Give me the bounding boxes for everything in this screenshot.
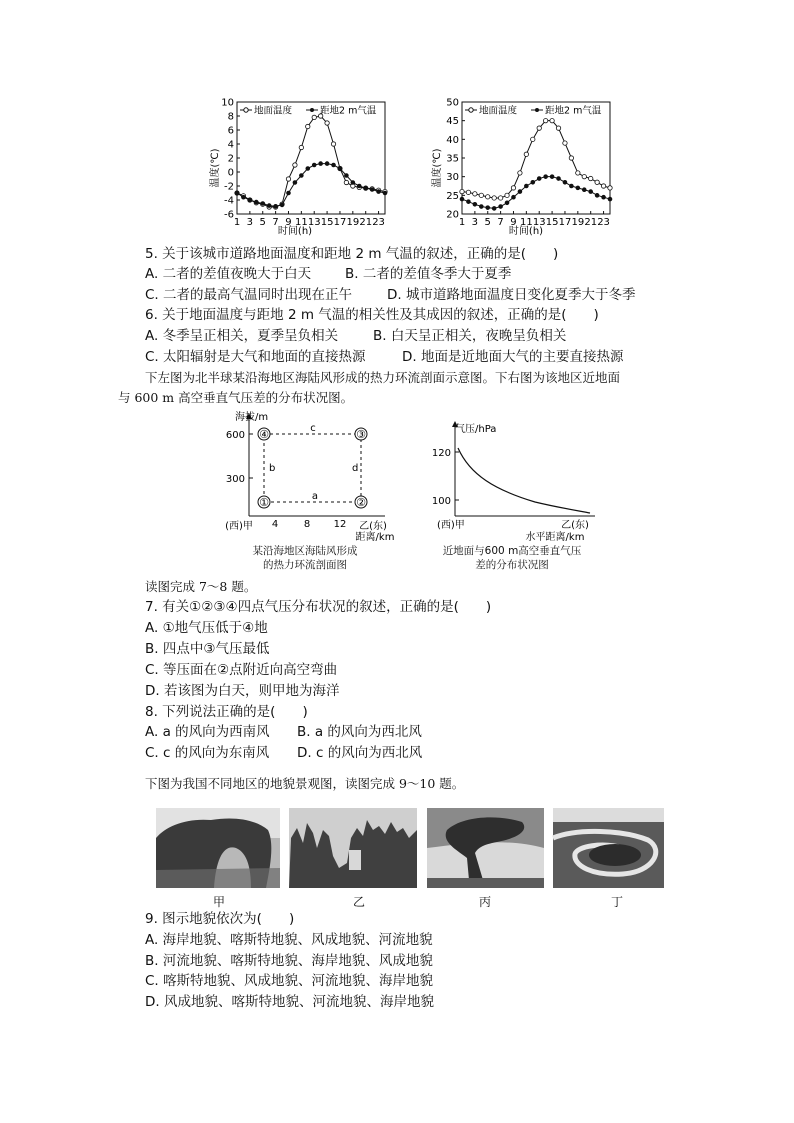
left-chart-ylabel: 温度(℃): [210, 148, 221, 188]
right-chart-point: [486, 195, 490, 199]
pres-caption-1: 近地面与600 m高空垂直气压: [442, 545, 582, 557]
question-7-option-d: D. 若该图为白天，则甲地为海洋: [145, 683, 340, 699]
left-chart-point: [325, 162, 329, 166]
pres-x-origin: (西)甲: [437, 520, 465, 531]
left-chart-xtick: 13: [307, 217, 321, 228]
left-temp-chart: [205, 96, 395, 246]
right-chart-legend-marker-ground: [469, 108, 473, 112]
question-6-option-d: D. 地面是近地面大气的主要直接热源: [402, 349, 624, 365]
left-chart-xtick: 19: [346, 217, 360, 228]
right-chart-point: [556, 126, 560, 130]
right-chart-point: [512, 195, 516, 199]
right-chart-xtick: 13: [532, 217, 546, 228]
left-chart-series-air: [237, 164, 385, 207]
left-chart-xtick: 9: [285, 217, 292, 228]
point-1: ①: [259, 496, 269, 509]
left-chart-legend-air: 距地2 m气温: [320, 105, 377, 117]
question-8-option-a: A. a 的风向为西南风: [145, 724, 270, 740]
right-chart-point: [537, 177, 541, 181]
left-chart-xtick: 5: [259, 217, 266, 228]
right-chart-point: [582, 188, 586, 192]
left-chart-point: [286, 177, 290, 181]
photo-yi-stone-forest: [289, 808, 417, 888]
left-chart-xtick: 23: [372, 217, 385, 228]
right-chart-point: [524, 184, 528, 188]
label-b: b: [269, 463, 276, 474]
circulation-diagram: [225, 406, 395, 543]
circ-x-4: 4: [271, 519, 279, 530]
left-chart-point: [274, 204, 278, 208]
right-chart-point: [492, 207, 496, 211]
left-chart-point: [344, 174, 348, 178]
right-chart-legend-air: 距地2 m气温: [545, 105, 602, 117]
right-chart-xtick: 3: [471, 217, 479, 228]
read-7-8: 读图完成 7～8 题。: [145, 579, 257, 594]
right-chart-point: [492, 196, 496, 200]
pres-x-unit: 水平距离/km: [525, 532, 585, 543]
left-chart-point: [299, 145, 303, 149]
right-chart-point: [531, 180, 535, 184]
question-7-option-c: C. 等压面在②点附近向高空弯曲: [145, 662, 338, 678]
question-6: 6. 关于地面温度与距地 2 m 气温的相关性及其成因的叙述，正确的是( ): [145, 307, 599, 323]
photo-ding-river-meander: [553, 808, 664, 888]
left-chart-point: [331, 142, 335, 146]
circ-caption-2: 的热力环流剖面图: [263, 559, 347, 571]
question-9-option-a: A. 海岸地貌、喀斯特地貌、风成地貌、河流地貌: [145, 932, 433, 948]
left-chart-point: [383, 191, 387, 195]
right-chart-point: [473, 202, 477, 206]
left-chart-xlabel: 时间(h): [277, 226, 313, 237]
right-chart-point: [537, 126, 541, 130]
right-chart-xtick: 17: [558, 217, 572, 228]
right-chart-point: [499, 205, 503, 209]
right-chart-series-air: [462, 177, 610, 209]
right-chart-xlabel: 时间(h): [508, 226, 544, 237]
pres-y-120: 120: [431, 448, 451, 459]
right-chart-legend-ground: 地面温度: [479, 105, 518, 117]
question-8: 8. 下列说法正确的是( ): [145, 704, 308, 720]
left-chart-ytick: -2: [224, 181, 234, 193]
right-chart-xtick: 19: [571, 217, 585, 228]
right-chart-point: [589, 190, 593, 194]
question-5-option-b: B. 二者的差值冬季大于夏季: [345, 266, 512, 282]
right-chart-point: [582, 174, 586, 178]
right-chart-xtick: 9: [510, 217, 517, 228]
question-9-option-b: B. 河流地貌、喀斯特地貌、海岸地貌、风成地貌: [145, 953, 433, 969]
right-chart-point: [576, 171, 580, 175]
question-7-option-b: B. 四点中③气压最低: [145, 641, 270, 657]
left-chart-ytick: -6: [224, 209, 234, 221]
pres-y-label: 气压/hPa: [455, 424, 497, 435]
left-chart-xtick: 3: [246, 217, 254, 228]
right-chart-point: [550, 118, 554, 122]
photo-jia-sea-arch: [156, 808, 280, 888]
pressure-curve: [458, 448, 590, 513]
left-chart-xtick: 11: [294, 217, 308, 228]
intro-9-10: 下图为我国不同地区的地貌景观图，读图完成 9～10 题。: [145, 776, 465, 791]
right-chart-point: [557, 177, 561, 181]
right-chart-point: [576, 186, 580, 190]
left-chart-point: [299, 174, 303, 178]
right-chart-ylabel: 温度(℃): [432, 148, 443, 188]
circ-x-8: 8: [303, 519, 311, 530]
left-chart-ytick: 10: [221, 97, 234, 109]
right-chart-point: [518, 190, 522, 194]
left-chart-point: [306, 124, 310, 128]
left-chart-legend-marker-air: [310, 108, 314, 112]
left-chart-point: [280, 203, 284, 207]
right-chart-frame: [462, 102, 610, 214]
right-chart-ytick: 35: [446, 153, 459, 165]
right-chart-point: [479, 193, 483, 197]
left-chart-frame: [237, 102, 385, 214]
right-chart-point: [518, 171, 522, 175]
circ-x-origin: (西)甲: [225, 521, 253, 532]
left-chart-point: [338, 167, 342, 171]
photo-label-ding: 丁: [611, 895, 624, 909]
right-chart-point: [460, 197, 464, 201]
right-chart-point: [505, 193, 509, 197]
question-6-option-b: B. 白天呈正相关，夜晚呈负相关: [373, 328, 567, 344]
pres-caption-2: 差的分布状况图: [475, 559, 549, 571]
left-chart-point: [357, 184, 361, 188]
right-chart-point: [473, 192, 477, 196]
right-chart-point: [505, 201, 509, 205]
label-d: d: [352, 463, 359, 474]
right-chart-point: [543, 118, 547, 122]
left-chart-xtick: 17: [333, 217, 347, 228]
right-chart-point: [524, 152, 528, 156]
circ-y-300: 300: [225, 474, 245, 485]
left-chart-ytick: 0: [227, 167, 234, 179]
right-chart-xtick: 15: [545, 217, 559, 228]
right-chart-point: [602, 195, 606, 199]
circ-y-label: 海拔/m: [235, 412, 269, 423]
left-chart-point: [312, 115, 316, 119]
right-chart-series-ground: [462, 121, 610, 198]
intro-7-8-line2: 与 600 m 高空垂直气压差的分布状况图。: [118, 390, 354, 405]
right-chart-point: [608, 197, 612, 201]
pres-y-100: 100: [431, 496, 451, 507]
question-5-option-a: A. 二者的差值夜晚大于白天: [145, 266, 312, 282]
right-chart-point: [531, 137, 535, 141]
question-5-option-d: D. 城市道路地面温度日变化夏季大于冬季: [387, 287, 636, 303]
point-3: ③: [356, 428, 366, 441]
circ-x-end: 乙(东): [359, 521, 387, 532]
left-chart-xtick: 15: [320, 217, 334, 228]
left-chart-xtick: 7: [272, 217, 279, 228]
photo-label-yi: 乙: [353, 895, 366, 909]
left-chart-point: [312, 163, 316, 167]
right-chart-xtick: 5: [484, 217, 491, 228]
left-chart-legend-marker-ground: [244, 108, 248, 112]
right-chart-ytick: 50: [446, 97, 459, 109]
circ-y-600: 600: [225, 430, 245, 441]
right-chart-point: [466, 190, 470, 194]
left-chart-series-ground: [237, 116, 385, 207]
photo-label-bing: 丙: [479, 895, 492, 909]
right-chart-ytick: 30: [446, 172, 459, 184]
left-chart-point: [306, 167, 310, 171]
right-chart-xtick: 7: [497, 217, 504, 228]
right-temp-chart: [430, 96, 620, 246]
left-chart-point: [261, 202, 265, 206]
right-chart-point: [511, 186, 515, 190]
question-6-option-a: A. 冬季呈正相关，夏季呈负相关: [145, 328, 339, 344]
left-chart-point: [364, 186, 368, 190]
left-chart-point: [344, 180, 348, 184]
left-chart-point: [332, 163, 336, 167]
left-chart-point: [248, 198, 252, 202]
left-chart-point: [267, 204, 271, 208]
right-chart-point: [569, 184, 573, 188]
label-c: c: [310, 423, 316, 434]
left-chart-ytick: 8: [227, 111, 234, 123]
left-chart-xtick: 1: [233, 217, 241, 228]
point-4: ④: [259, 428, 269, 441]
right-chart-point: [460, 189, 464, 193]
photo-bing-mushroom-rock: [427, 808, 544, 888]
point-2: ②: [356, 496, 366, 509]
right-chart-point: [467, 200, 471, 204]
intro-7-8-line1: 下左图为北半球某沿海地区海陆风形成的热力环流剖面示意图。下右图为该地区近地面: [145, 370, 621, 385]
left-chart-ytick: 4: [227, 139, 234, 151]
question-8-option-b: B. a 的风向为西北风: [297, 724, 422, 740]
right-chart-legend-marker-air: [535, 108, 539, 112]
left-chart-ytick: -4: [224, 195, 234, 207]
photo-label-jia: 甲: [213, 895, 226, 909]
right-chart-point: [486, 206, 490, 210]
left-chart-legend-ground: 地面温度: [254, 105, 293, 117]
right-chart-xtick: 11: [519, 217, 533, 228]
right-chart-ytick: 20: [446, 209, 459, 221]
right-chart-point: [479, 205, 483, 209]
question-5: 5. 关于该城市道路地面温度和距地 2 m 气温的叙述，正确的是( ): [145, 246, 559, 262]
left-chart-point: [254, 200, 258, 204]
right-chart-xtick: 1: [458, 217, 466, 228]
right-chart-xtick: 21: [584, 217, 598, 228]
question-7-option-a: A. ①地气压低于④地: [145, 620, 268, 636]
left-chart-ytick: 2: [227, 153, 234, 165]
left-chart-point: [377, 190, 381, 194]
left-chart-point: [287, 191, 291, 195]
question-8-option-d: D. c 的风向为西北风: [297, 745, 423, 761]
question-9: 9. 图示地貌依次为( ): [145, 911, 295, 927]
right-chart-point: [563, 141, 567, 145]
left-chart-point: [235, 191, 239, 195]
left-chart-point: [370, 188, 374, 192]
pres-x-end: 乙(东): [561, 520, 589, 531]
pressure-diagram: [425, 420, 605, 545]
question-9-option-c: C. 喀斯特地貌、风成地貌、河流地貌、海岸地貌: [145, 973, 434, 989]
right-chart-point: [595, 193, 599, 197]
right-chart-ytick: 25: [446, 190, 459, 202]
left-chart-point: [293, 163, 297, 167]
label-a: a: [311, 491, 319, 502]
right-chart-point: [608, 186, 612, 190]
right-chart-point: [601, 184, 605, 188]
right-chart-point: [498, 196, 502, 200]
circ-x-unit: 距离/km: [355, 532, 395, 543]
left-chart-xtick: 21: [359, 217, 373, 228]
right-chart-ytick: 40: [446, 134, 459, 146]
left-chart-point: [319, 162, 323, 166]
right-chart-point: [544, 175, 548, 179]
right-chart-point: [588, 176, 592, 180]
left-chart-point: [325, 121, 329, 125]
question-8-option-c: C. c 的风向为东南风: [145, 745, 270, 761]
right-chart-ytick: 45: [446, 116, 459, 128]
left-chart-point: [242, 195, 246, 199]
circ-caption-1: 某沿海地区海陆风形成: [252, 545, 358, 557]
right-chart-xtick: 23: [597, 217, 610, 228]
question-6-option-c: C. 太阳辐射是大气和地面的直接热源: [145, 349, 366, 365]
circ-x-12: 12: [333, 519, 347, 530]
right-chart-point: [550, 175, 554, 179]
right-chart-point: [563, 180, 567, 184]
left-chart-ytick: 6: [227, 125, 234, 137]
left-chart-point: [293, 181, 297, 185]
right-chart-point: [569, 156, 573, 160]
question-5-option-c: C. 二者的最高气温同时出现在正午: [145, 287, 353, 303]
right-chart-point: [595, 180, 599, 184]
question-7: 7. 有关①②③④四点气压分布状况的叙述，正确的是( ): [145, 599, 492, 615]
question-9-option-d: D. 风成地貌、喀斯特地貌、河流地貌、海岸地貌: [145, 994, 434, 1010]
left-chart-point: [351, 181, 355, 185]
